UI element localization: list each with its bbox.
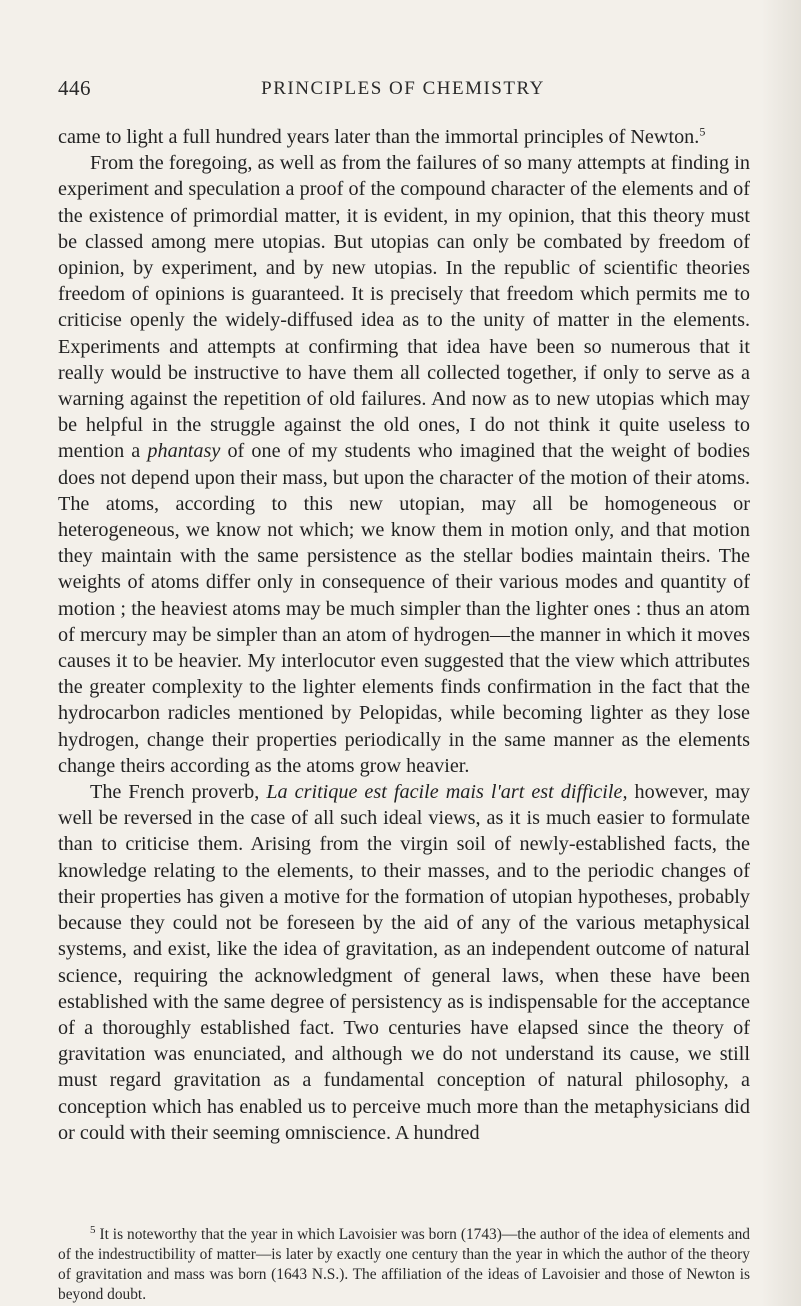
italic-french-proverb: La critique est facile mais l'art est difficile, bbox=[266, 781, 628, 804]
paragraph-1-text: came to light a full hundred years later than the immortal principles of Newton. bbox=[58, 126, 700, 148]
page-edge-shadow bbox=[761, 0, 801, 1306]
footnote-number: 5 bbox=[90, 1223, 96, 1236]
italic-phantasy: phantasy bbox=[147, 440, 221, 463]
paragraph-2-text-before: From the foregoing, as well as from the failures of so many attempts at finding in experiment and speculation a proof of the compound character of the elements and of the existence of primordial matter, it is evident, in my opinion, that this theory must be classed among mere utopias. But utopias can only be combated by freedom of opinion, by experiment, and by new utopias. In the republic of scientific theories freedom of opinions is guaranteed. It is precisely that freedom which permits me to criticise openly the widely-diffused idea as to the unity of matter in the elements. Experiments and attempts at confirming that idea have been so numerous that it really would be instructive to have them all collected together, if only to serve as a warning against the repetition of old failures. And now as to new utopias which may be helpful in the struggle against the old ones, I do not think it quite useless to mention a bbox=[58, 152, 750, 463]
body-text bbox=[58, 124, 750, 1146]
page-header bbox=[58, 76, 748, 106]
paragraph-1 bbox=[58, 124, 750, 150]
paragraph-3-text-before: The French proverb, bbox=[90, 781, 260, 804]
footnote bbox=[58, 1225, 750, 1305]
paragraph-2 bbox=[58, 150, 750, 779]
paragraph-2-text-after: of one of my students who imagined that the weight of bodies does not depend upon their mass, but upon the character of the motion of their atoms. The atoms, according to this new utopian, may all be homogeneous or heterogeneous, we know not which; we know them in motion only, and that motion they maintain with the same persistence as the stellar bodies maintain theirs. The weights of atoms differ only in consequence of their various modes and quantity of motion ; the heaviest atoms may be much simpler than the lighter ones : thus an atom of mercury may be simpler than an atom of hydrogen—the manner in which it moves causes it to be heavier. My interlocutor even suggested that the view which attributes the greater complexity to the lighter elements finds confirmation in the fact that the hydrocarbon radicles mentioned by Pelopidas, while becoming lighter as they lose hydrogen, change their properties periodically in the same manner as the elements change theirs according as the atoms grow heavier. bbox=[58, 440, 750, 777]
footnote-text: It is noteworthy that the year in which Lavoisier was born (1743)—the author of the idea of elements and of the indestructibility of matter—is later by exactly one century than the year in which the author of the theory of gravitation and mass was born (1643 N.S.). The affiliation of the ideas of Lavoisier and those of Newton is beyond doubt. bbox=[58, 1226, 750, 1303]
running-head: PRINCIPLES OF CHEMISTRY bbox=[261, 78, 545, 99]
paragraph-3-text-after: however, may well be reversed in the case of all such ideal views, as it is much easier to formulate than to criticise them. Arising from the virgin soil of newly-established facts, the knowledge relating to the elements, to their masses, and to the periodic changes of their properties has given a motive for the formation of utopian hypotheses, probably because they could not be foreseen by the aid of any of the various metaphysical systems, and exist, like the idea of gravitation, as an independent outcome of natural science, requiring the acknowledgment of general laws, when these have been established with the same degree of persistency as is indispensable for the acceptance of a thoroughly established fact. Two centuries have elapsed since the theory of gravitation was enunciated, and although we do not understand its cause, we still must regard gravitation as a fundamental conception of natural philosophy, a conception which has enabled us to perceive much more than the metaphysicians did or could with their seeming omniscience. A hundred bbox=[58, 781, 751, 1144]
footnote-reference: 5 bbox=[699, 124, 706, 139]
page-number: 446 bbox=[58, 76, 91, 100]
paragraph-3 bbox=[58, 779, 750, 1146]
